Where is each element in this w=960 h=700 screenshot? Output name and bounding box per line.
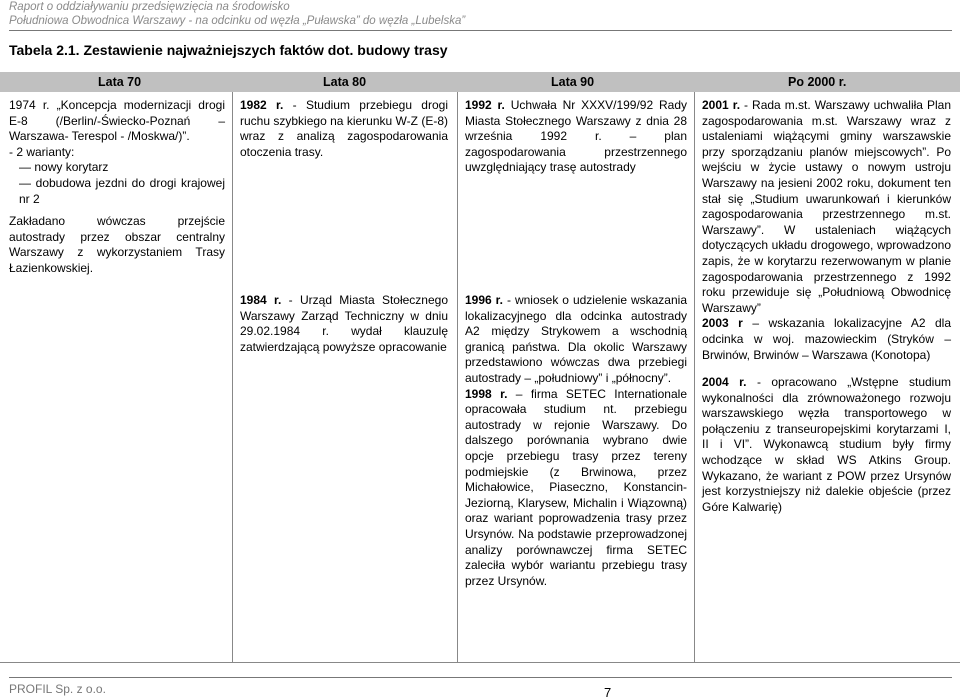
entry-text: - Urząd Miasta Stołecznego Warszawy Zarząd Techniczny w dniu 29.02.1984 r. wydał klauzulę zatwierdzającą powyższe opracowanie: [240, 293, 448, 354]
entry-year: 1996 r.: [465, 293, 504, 307]
entry-text: – firma SETEC Internationale opracowała studium nt. przebiegu autostrady w rejonie Warszawy. Do dalszego porównania wybrano dwie opcje przebiegu trasy przez tereny podmiejskie (z Brwinowa, przez Michałowice, Piaseczno, Konstancin-Jeziorną, Klarysew, Michalin i Wiązowną) oraz wariant poprowadzenia trasy przez Ursynów. Na podstawie przeprowadzonej analizy porównawczej firma SETEC zaleciła wybór wariantu przebiegu trasy przez Ursynów.: [465, 386, 687, 588]
entry-1996: [465, 293, 687, 387]
variants-heading: - 2 warianty:: [9, 144, 75, 159]
entry-text: Uchwała Nr XXXV/199/92 Rady Miasta Stołecznego Warszawy z dnia 28 września 1992 r. – plan zagospodarowania przestrzennego uwzględniający trasę autostrady: [465, 98, 688, 175]
report-title: Raport o oddziaływaniu przedsięwzięcia na środowisko: [9, 1, 290, 13]
column-90s-1996: [465, 293, 687, 589]
column-2000s: [702, 98, 951, 363]
column-2000s-2004: [702, 375, 951, 515]
entry-note: Zakładano wówczas przejście autostrady przez obszar centralny Warszawy z wykorzystaniem Trasy Łazienkowskiej.: [9, 214, 225, 275]
entry-text: - wniosek o udzielenie wskazania lokalizacyjnego dla odcinka autostrady A2 między Strykowem a wschodnią granicą państwa. Dla okolic Warszawy przedstawiono wówczas dwa przebiegi autostrady – „południowy” i „północny”.: [465, 293, 687, 385]
column-80s: [240, 98, 448, 160]
variant-text: nowy korytarz: [34, 160, 109, 175]
table-bottom-border: [0, 662, 960, 663]
variant-text: dobudowa jezdni do drogi krajowej nr 2: [19, 175, 225, 206]
entry-text: - Studium przebiegu drogi ruchu szybkiego na kierunku W-Z (E-8) wraz z analizą zagospodarowania otoczenia trasy.: [240, 98, 448, 159]
entry-year: 1998 r.: [465, 386, 508, 401]
footer-divider: [9, 677, 952, 678]
table-caption: Tabela 2.1. Zestawienie najważniejszych faktów dot. budowy trasy: [9, 42, 448, 58]
entry-1992: [465, 98, 687, 176]
entry-1982: [240, 98, 448, 160]
column-70s: [9, 98, 225, 277]
column-80s-1984: [240, 293, 448, 355]
era-label-2000s: Po 2000 r.: [788, 75, 847, 89]
footer-company: PROFIL Sp. z o.o.: [9, 682, 106, 696]
variant-item: — nowy korytarz: [19, 160, 109, 175]
entry-1984: [240, 293, 448, 355]
variant-item: — dobudowa jezdni do drogi krajowej nr 2: [19, 175, 225, 206]
entry-text: „Koncepcja modernizacji drogi E-8 (/Berlin/-Świecko-Poznań – Warszawa- Terespol - /Moskwa/)”.: [9, 98, 225, 144]
entry-1974: [9, 98, 225, 145]
entry-year: 1984 r.: [240, 293, 282, 307]
entry-text: - Rada m.st. Warszawy uchwaliła Plan zagospodarowania m.st. Warszawy wraz z ustaleniami wiążącymi gminy warszawskie przy sporządzaniu planów miejscowych”. Po wejściu w życie ustawy o nowym ustroju Warszawy na jesieni 2002 roku, dokument ten stał się „Studium uwarunkowań i kierunków zagospodarowania przestrzennego m.st. Warszawy”. W ustaleniach wiążących dotyczących układu drogowego, wprowadzono zapis, że w korytarzu rezerwowanym w planie zagospodarowania przestrzennego z 1992 roku przewiduje się „Południową Obwodnicę Warszawy”: [702, 98, 951, 315]
entry-2004: [702, 375, 951, 515]
entry-2001: [702, 98, 951, 316]
entry-year: 1982 r.: [240, 98, 284, 112]
entry-text: - opracowano „Wstępne studium wykonalności dla zrównoważonego rozwoju warszawskiego węzła transportowego w połączeniu z transeuropejskimi korytarzami I, II i VI”. Wykonawcą studium były firmy wchodzące w skład WS Atkins Group. Wykazano, że wariant z POW przez Ursynów jest korzystniejszy niż dalekie objeście (przez Góre Kalwarię): [702, 375, 952, 514]
entry-year: 2003 r: [702, 316, 743, 331]
entry-year: 2004 r.: [702, 375, 747, 389]
report-header: [9, 0, 465, 28]
entry-2003: [702, 316, 951, 363]
entry-1998: [465, 387, 687, 590]
entry-year: 1992 r.: [465, 98, 505, 112]
era-label-70s: Lata 70: [98, 75, 142, 89]
report-subtitle: Południowa Obwodnica Warszawy - na odcinku od węzła „Puławska” do węzła „Lubelska”: [9, 15, 466, 27]
header-divider: [9, 30, 952, 31]
entry-year: 2001 r.: [702, 98, 741, 112]
column-divider: [457, 92, 458, 662]
page-number: 7: [604, 685, 612, 700]
entry-text: – wskazania lokalizacyjne A2 dla odcinka w woj. mazowieckim (Stryków – Brwinów, Brwinów – Warszawa (Konotopa): [702, 316, 951, 362]
era-label-80s: Lata 80: [323, 75, 367, 89]
column-divider: [694, 92, 695, 662]
entry-year: 1974 r.: [9, 98, 50, 112]
column-divider: [232, 92, 233, 662]
column-90s: [465, 98, 687, 176]
era-label-90s: Lata 90: [551, 75, 595, 89]
